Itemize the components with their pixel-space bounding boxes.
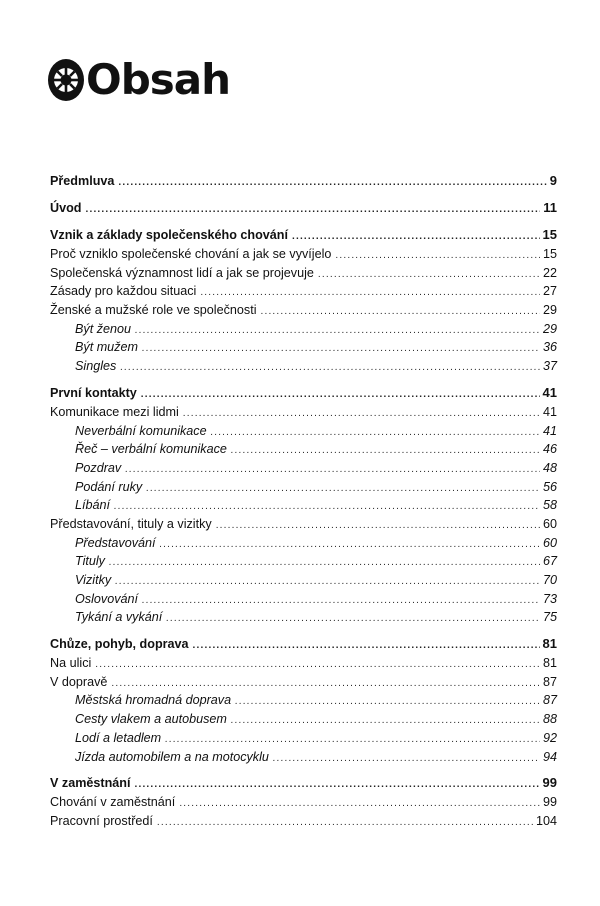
toc-page-number: 87 [542, 674, 557, 689]
page-title [47, 55, 230, 105]
toc-page-number: 99 [542, 775, 557, 791]
toc-page-number: 104 [535, 813, 557, 828]
dot-leader [120, 359, 540, 378]
dot-leader [135, 322, 540, 341]
toc-entry-label: Vizitky [75, 573, 112, 587]
toc-entry-label: Líbání [75, 498, 111, 513]
dot-leader [160, 536, 540, 555]
toc-subsection[interactable] [50, 459, 557, 478]
toc-subsection[interactable] [50, 496, 557, 515]
dot-leader [166, 610, 540, 629]
toc-page-number: 87 [542, 693, 557, 708]
dot-leader [211, 424, 540, 443]
toc-page-number: 41 [542, 404, 557, 419]
toc-section-entry[interactable] [50, 515, 557, 534]
toc-entry-label: Společenská významnost lidí a jak se projevuje [50, 265, 314, 280]
toc-entry-label: Zásady pro každou situaci [50, 284, 197, 299]
toc-page-number: 99 [542, 795, 557, 810]
toc-section [50, 199, 557, 218]
toc-subsection[interactable] [50, 534, 557, 553]
toc-page-number: 48 [542, 460, 557, 475]
table-of-contents [50, 172, 557, 839]
dot-leader [141, 386, 540, 405]
toc-entry-label: Cesty vlakem a autobusem [75, 712, 227, 727]
toc-subsection[interactable] [50, 357, 557, 376]
toc-entry-label: Být mužem [75, 340, 138, 355]
toc-section-entry[interactable] [50, 301, 557, 320]
toc-page-number: 67 [542, 554, 557, 569]
toc-entry-label: Komunikace mezi lidmi [50, 404, 179, 419]
dot-leader [273, 750, 540, 769]
title-text: Obsah [86, 55, 231, 104]
toc-subsection[interactable] [50, 552, 557, 571]
toc-subsection[interactable] [50, 691, 557, 710]
dot-leader [125, 461, 540, 480]
dot-leader [85, 201, 540, 220]
toc-entry-label: Představování, tituly a vizitky [50, 516, 212, 531]
toc-entry-label: Lodí a letadlem [75, 730, 162, 745]
toc-subsection[interactable] [50, 440, 557, 459]
toc-entry-label: Úvod [50, 201, 82, 215]
toc-section-entry[interactable] [50, 673, 557, 692]
toc-page-number: 29 [542, 321, 557, 336]
toc-page-number: 41 [542, 384, 557, 400]
dot-leader [292, 228, 540, 247]
toc-entry-label: Předmluva [50, 174, 115, 188]
toc-entry-label: Být ženou [75, 321, 132, 336]
dot-leader [179, 795, 540, 814]
dot-leader [216, 517, 540, 536]
toc-section [50, 172, 557, 191]
toc-entry-label: První kontakty [50, 385, 137, 400]
dot-leader [335, 247, 540, 266]
toc-section [50, 635, 557, 766]
toc-entry-label: Oslovování [75, 591, 138, 606]
toc-page-number: 81 [542, 636, 557, 652]
dot-leader [142, 592, 540, 611]
toc-page-number: 29 [542, 303, 557, 318]
gear-logo-icon [47, 58, 85, 102]
toc-chapter[interactable] [50, 226, 557, 245]
toc-chapter[interactable] [50, 384, 557, 403]
toc-chapter[interactable] [50, 199, 557, 218]
toc-section-entry[interactable] [50, 654, 557, 673]
toc-subsection[interactable] [50, 320, 557, 339]
toc-page-number: 15 [542, 247, 557, 261]
toc-page-number: 15 [542, 227, 557, 242]
toc-section-entry[interactable] [50, 403, 557, 422]
dot-leader [318, 266, 540, 285]
toc-page-number: 70 [542, 573, 557, 587]
toc-entry-label: Pracovní prostředí [50, 813, 153, 828]
toc-entry-label: Řeč – verbální komunikace [75, 442, 227, 457]
toc-page-number: 22 [542, 265, 557, 280]
toc-entry-label: Městská hromadná doprava [75, 693, 232, 708]
toc-page-number: 92 [542, 730, 557, 745]
dot-leader [135, 776, 540, 795]
dot-leader [261, 303, 540, 322]
toc-subsection[interactable] [50, 422, 557, 441]
dot-leader [231, 442, 540, 461]
toc-entry-label: Singles [75, 359, 117, 374]
toc-page-number: 36 [542, 340, 557, 355]
dot-leader [183, 405, 540, 424]
toc-page-number: 11 [543, 200, 557, 215]
toc-subsection[interactable] [50, 590, 557, 609]
toc-section-entry[interactable] [50, 812, 557, 831]
toc-entry-label: Podání ruky [75, 479, 143, 494]
toc-section-entry[interactable] [50, 245, 557, 264]
toc-page-number: 27 [542, 284, 557, 299]
dot-leader [142, 340, 540, 359]
toc-page-number: 73 [542, 591, 557, 606]
toc-page-number: 58 [542, 498, 557, 513]
toc-section-entry[interactable] [50, 282, 557, 301]
toc-page-number: 56 [542, 479, 557, 494]
dot-leader [115, 573, 540, 592]
toc-section-entry[interactable] [50, 793, 557, 812]
toc-entry-label: Ženské a mužské role ve společnosti [50, 303, 257, 318]
toc-page-number: 81 [542, 656, 557, 671]
dot-leader [193, 637, 540, 656]
toc-page-number: 88 [542, 712, 557, 727]
toc-page-number: 60 [542, 516, 557, 531]
toc-subsection[interactable] [50, 710, 557, 729]
toc-entry-label: Na ulici [50, 656, 92, 671]
dot-leader [231, 712, 540, 731]
toc-subsection[interactable] [50, 608, 557, 627]
toc-section [50, 226, 557, 376]
dot-leader [95, 656, 540, 675]
toc-entry-label: Tituly [75, 554, 105, 569]
toc-entry-label: Chůze, pohyb, doprava [50, 637, 189, 652]
toc-page-number: 94 [542, 749, 557, 764]
toc-entry-label: V zaměstnání [50, 776, 131, 791]
toc-subsection[interactable] [50, 571, 557, 590]
dot-leader [109, 554, 540, 573]
toc-entry-label: Tykání a vykání [75, 610, 163, 625]
toc-page-number: 37 [542, 359, 557, 374]
dot-leader [157, 814, 533, 833]
toc-page-number: 41 [542, 423, 557, 438]
toc-entry-label: Chování v zaměstnání [50, 795, 176, 810]
toc-entry-label: Neverbální komunikace [75, 423, 207, 438]
toc-entry-label: Proč vzniklo společenské chování a jak se vyvíjelo [50, 247, 332, 261]
toc-entry-label: Představování [75, 535, 156, 550]
dot-leader [146, 480, 540, 499]
toc-page-number: 60 [542, 535, 557, 550]
dot-leader [235, 693, 540, 712]
toc-page-number: 9 [549, 173, 557, 188]
toc-entry-label: Vznik a základy společenského chování [50, 228, 288, 242]
toc-section [50, 384, 557, 627]
dot-leader [118, 174, 546, 193]
toc-entry-label: Jízda automobilem a na motocyklu [75, 749, 269, 764]
toc-chapter[interactable] [50, 172, 557, 191]
toc-page-number: 75 [542, 610, 557, 625]
toc-subsection[interactable] [50, 478, 557, 497]
toc-entry-label: V dopravě [50, 674, 108, 689]
toc-subsection[interactable] [50, 338, 557, 357]
toc-chapter[interactable] [50, 635, 557, 654]
toc-subsection[interactable] [50, 748, 557, 767]
toc-section [50, 774, 557, 830]
toc-entry-label: Pozdrav [75, 460, 122, 475]
toc-chapter[interactable] [50, 774, 557, 793]
toc-page-number: 46 [542, 442, 557, 457]
toc-section-entry[interactable] [50, 264, 557, 283]
toc-subsection[interactable] [50, 729, 557, 748]
